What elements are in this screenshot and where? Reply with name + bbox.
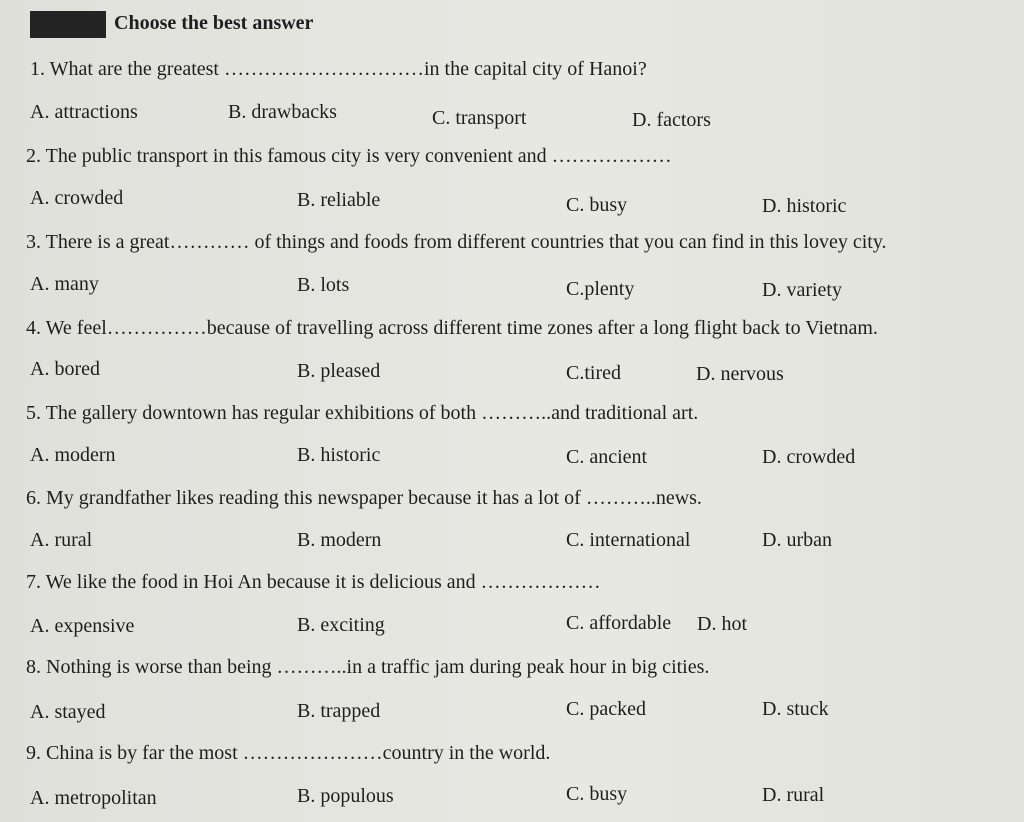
option-2a[interactable]: A. crowded	[30, 187, 124, 209]
option-3b[interactable]: B. lots	[297, 274, 350, 296]
option-5d[interactable]: D. crowded	[762, 446, 856, 468]
option-3d[interactable]: D. variety	[762, 279, 842, 301]
question-5: 5. The gallery downtown has regular exhibitions of both ………..and traditional art.	[26, 402, 699, 424]
question-3: 3. There is a great………… of things and foods from different countries that you can find in this lovey city.	[26, 231, 887, 253]
question-8: 8. Nothing is worse than being ………..in a traffic jam during peak hour in big cities.	[26, 656, 710, 678]
option-1c[interactable]: C. transport	[432, 107, 527, 129]
option-1b[interactable]: B. drawbacks	[228, 101, 337, 123]
option-9b[interactable]: B. populous	[297, 785, 394, 807]
option-9a[interactable]: A. metropolitan	[30, 787, 157, 809]
option-1d[interactable]: D. factors	[632, 109, 711, 131]
option-4c[interactable]: C.tired	[566, 362, 621, 384]
option-7d[interactable]: D. hot	[697, 613, 747, 635]
question-1: 1. What are the greatest …………………………in the capital city of Hanoi?	[30, 58, 647, 80]
option-5a[interactable]: A. modern	[30, 444, 116, 466]
option-8b[interactable]: B. trapped	[297, 700, 381, 722]
option-8a[interactable]: A. stayed	[30, 701, 106, 723]
option-4a[interactable]: A. bored	[30, 358, 100, 380]
option-1a[interactable]: A. attractions	[30, 101, 138, 123]
question-9: 9. China is by far the most …………………country in the world.	[26, 742, 551, 764]
header-bar	[30, 11, 106, 38]
option-9d[interactable]: D. rural	[762, 784, 825, 806]
option-8c[interactable]: C. packed	[566, 698, 646, 720]
option-6c[interactable]: C. international	[566, 529, 691, 551]
question-7: 7. We like the food in Hoi An because it is delicious and ………………	[26, 571, 601, 593]
option-6b[interactable]: B. modern	[297, 529, 382, 551]
option-4d[interactable]: D. nervous	[696, 363, 784, 385]
question-6: 6. My grandfather likes reading this newspaper because it has a lot of ………..news.	[26, 487, 702, 509]
option-2b[interactable]: B. reliable	[297, 189, 381, 211]
option-2c[interactable]: C. busy	[566, 194, 628, 216]
option-8d[interactable]: D. stuck	[762, 698, 829, 720]
option-9c[interactable]: C. busy	[566, 783, 628, 805]
question-2: 2. The public transport in this famous city is very convenient and ………………	[26, 145, 672, 167]
option-2d[interactable]: D. historic	[762, 195, 847, 217]
option-3c[interactable]: C.plenty	[566, 278, 635, 300]
option-7a[interactable]: A. expensive	[30, 615, 135, 637]
option-5b[interactable]: B. historic	[297, 444, 381, 466]
option-7c[interactable]: C. affordable	[566, 612, 672, 634]
option-3a[interactable]: A. many	[30, 273, 99, 295]
question-4: 4. We feel……………because of travelling across different time zones after a long flight back to Vietnam.	[26, 317, 878, 339]
option-7b[interactable]: B. exciting	[297, 614, 385, 636]
option-6a[interactable]: A. rural	[30, 529, 93, 551]
option-6d[interactable]: D. urban	[762, 529, 832, 551]
option-4b[interactable]: B. pleased	[297, 360, 381, 382]
option-5c[interactable]: C. ancient	[566, 446, 648, 468]
page-title: Choose the best answer	[114, 12, 314, 34]
